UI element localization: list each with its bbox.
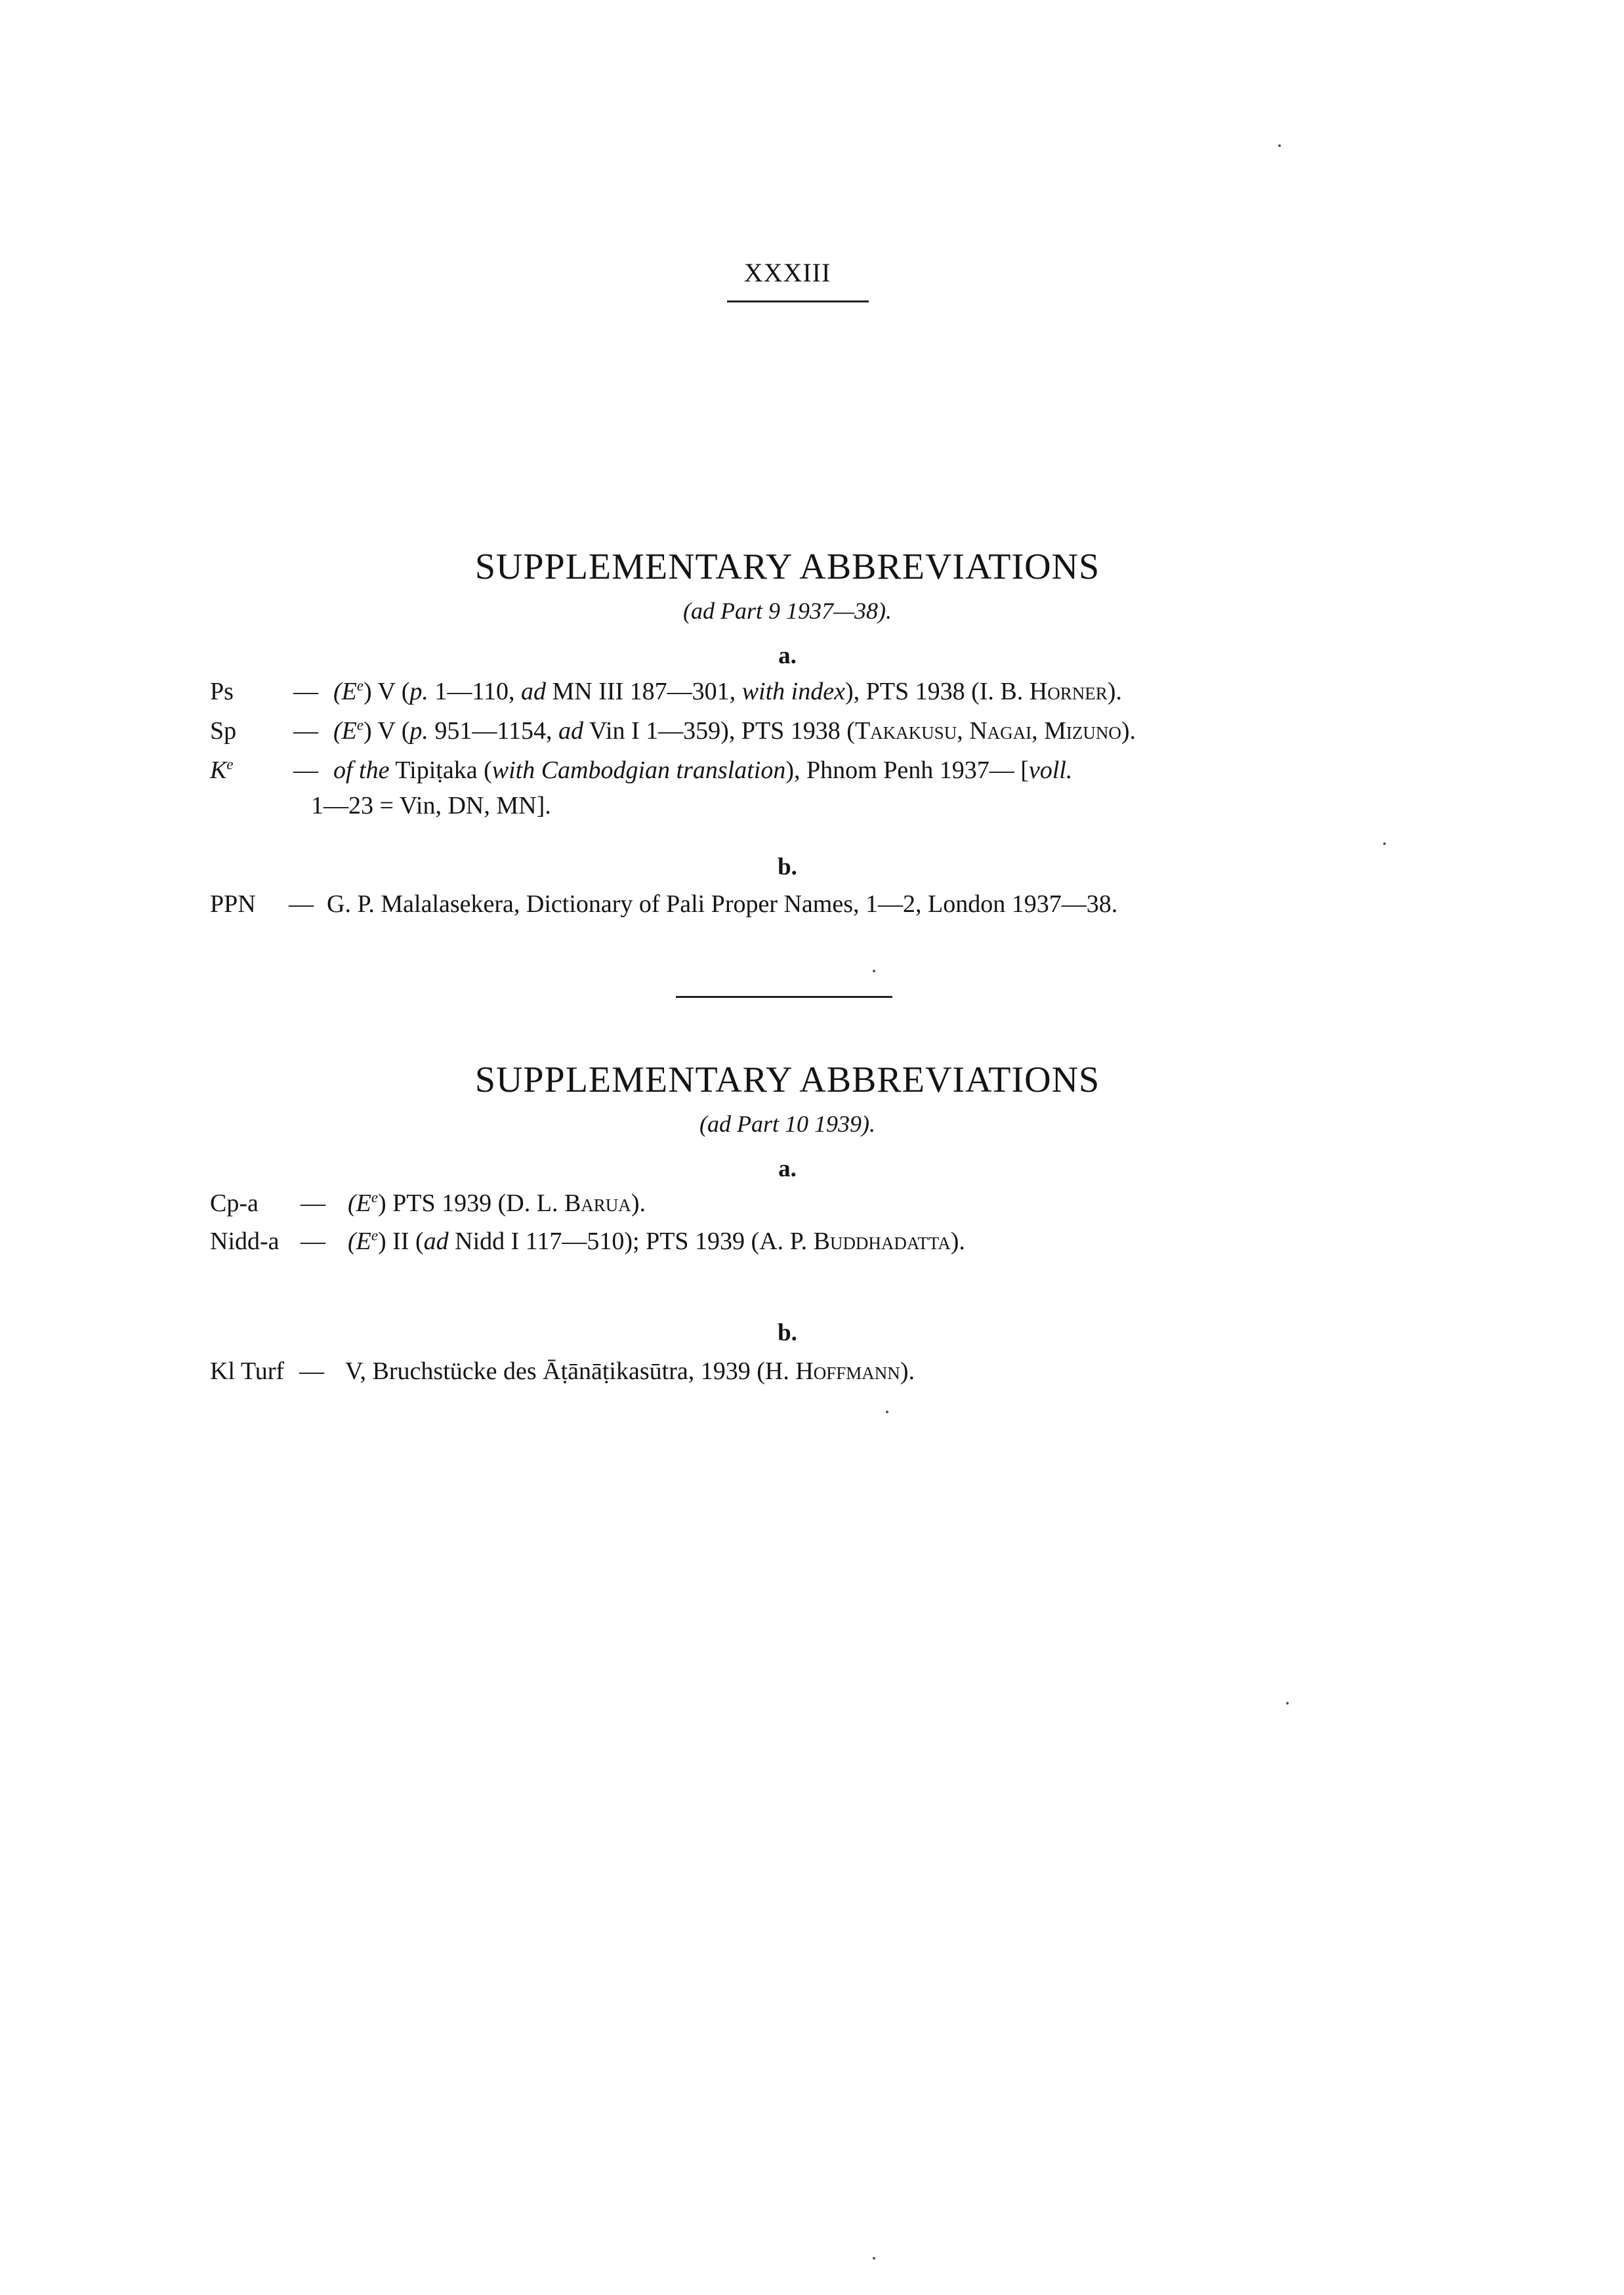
entry-dash: — — [293, 678, 318, 705]
abbreviation-entry — [210, 1357, 1404, 1396]
scan-speck — [1278, 144, 1281, 147]
abbreviation: Cp-a — [210, 1189, 259, 1217]
abbreviation-entry — [210, 756, 1404, 795]
edition-sup: e — [356, 716, 364, 734]
edition-mark: (E — [333, 717, 357, 745]
desc-italic: with Cambodgian translation — [491, 756, 786, 784]
abbreviation-description — [345, 1357, 915, 1386]
scan-speck — [873, 970, 875, 972]
desc-text: ). — [1121, 717, 1136, 745]
abbreviation-sup: e — [226, 756, 234, 773]
desc-text: ), PTS 1938 (I. B. — [844, 678, 1030, 705]
desc-text: V, Bruchstücke des Āṭānāṭikasūtra, 1939 (H. — [345, 1357, 796, 1385]
section-divider — [676, 996, 892, 998]
author-name: Hoffmann — [795, 1357, 900, 1385]
edition-mark: (E — [348, 1189, 371, 1217]
desc-italic: of the — [333, 756, 390, 784]
edition-mark: (E — [348, 1228, 371, 1255]
desc-italic: ad — [558, 717, 583, 745]
desc-text: ). — [1107, 678, 1122, 705]
abbreviation-letter: K — [210, 756, 227, 784]
edition-sup: e — [356, 677, 364, 694]
section-heading: SUPPLEMENTARY ABBREVIATIONS — [474, 547, 1100, 587]
author-name: Horner — [1029, 678, 1108, 705]
desc-text: ) PTS 1939 (D. L. — [378, 1189, 564, 1217]
abbreviation: Sp — [210, 717, 237, 745]
desc-text: Vin I 1—359), PTS 1938 ( — [583, 717, 855, 745]
desc-italic: p. — [409, 678, 428, 705]
abbreviation-entry — [210, 1227, 1404, 1266]
entry-dash: — — [299, 1357, 324, 1385]
entry-dash: — — [301, 1228, 325, 1255]
desc-text: MN III 187—301, — [545, 678, 742, 705]
section-subheading: (ad Part 9 1937—38). — [683, 598, 892, 624]
abbreviation: Nidd-a — [210, 1228, 280, 1255]
desc-text: ) V ( — [364, 678, 410, 705]
section-subheading: (ad Part 10 1939). — [699, 1111, 875, 1137]
folio-rule — [727, 300, 869, 302]
desc-text: ) II ( — [378, 1228, 424, 1255]
description-continuation: 1—23 = Vin, DN, MN]. — [311, 792, 551, 819]
abbreviation: Ps — [210, 678, 234, 705]
abbreviation-entry — [210, 677, 1404, 716]
desc-italic: with index — [741, 678, 845, 705]
scan-speck — [1383, 842, 1386, 845]
scan-speck — [1286, 1702, 1289, 1705]
author-name: Buddhadatta — [813, 1228, 951, 1255]
entry-dash: — — [293, 717, 318, 745]
scan-speck — [886, 1411, 888, 1413]
desc-text: Tipiṭaka ( — [389, 756, 492, 784]
abbreviation-entry — [210, 716, 1404, 756]
abbreviation-description: G. P. Malalasekera, Dictionary of Pali Proper Names, 1—2, London 1937—38. — [327, 890, 1118, 918]
abbreviation: PPN — [210, 890, 256, 918]
desc-italic: voll. — [1028, 756, 1073, 784]
desc-italic: ad — [520, 678, 546, 705]
author-name: Barua — [564, 1189, 631, 1217]
abbreviation-description — [333, 677, 1122, 706]
abbreviation: Kl Turf — [210, 1357, 284, 1385]
edition-sup: e — [371, 1227, 378, 1244]
part-label: a. — [778, 1155, 797, 1182]
desc-text: ). — [631, 1189, 646, 1217]
section-heading: SUPPLEMENTARY ABBREVIATIONS — [474, 1060, 1100, 1100]
abbreviation-entry — [210, 890, 1404, 929]
desc-text: ) V ( — [364, 717, 410, 745]
page-number: XXXIII — [743, 258, 831, 287]
desc-text: 951—1154, — [428, 717, 558, 745]
part-label: b. — [778, 854, 797, 880]
part-label: b. — [778, 1319, 797, 1346]
desc-text: ). — [900, 1357, 915, 1385]
desc-italic: ad — [423, 1228, 449, 1255]
part-label: a. — [778, 642, 797, 669]
desc-text: 1—110, — [428, 678, 521, 705]
edition-sup: e — [371, 1189, 378, 1206]
desc-text: ). — [950, 1228, 965, 1255]
abbreviation — [210, 756, 233, 785]
desc-italic: p. — [409, 717, 428, 745]
desc-text: ), Phnom Penh 1937— [ — [785, 756, 1029, 784]
abbreviation-description — [333, 756, 1072, 785]
edition-mark: (E — [333, 678, 357, 705]
abbreviation-description — [333, 716, 1136, 745]
entry-dash: — — [289, 890, 314, 918]
desc-text: Nidd I 117—510); PTS 1939 (A. P. — [448, 1228, 814, 1255]
abbreviation-entry — [210, 1189, 1404, 1228]
scan-speck — [873, 2257, 875, 2260]
entry-dash: — — [301, 1189, 325, 1217]
abbreviation-description — [348, 1189, 646, 1218]
author-name: Takakusu, Nagai, Mizuno — [854, 717, 1121, 745]
entry-dash: — — [293, 756, 318, 784]
abbreviation-description — [348, 1227, 965, 1256]
